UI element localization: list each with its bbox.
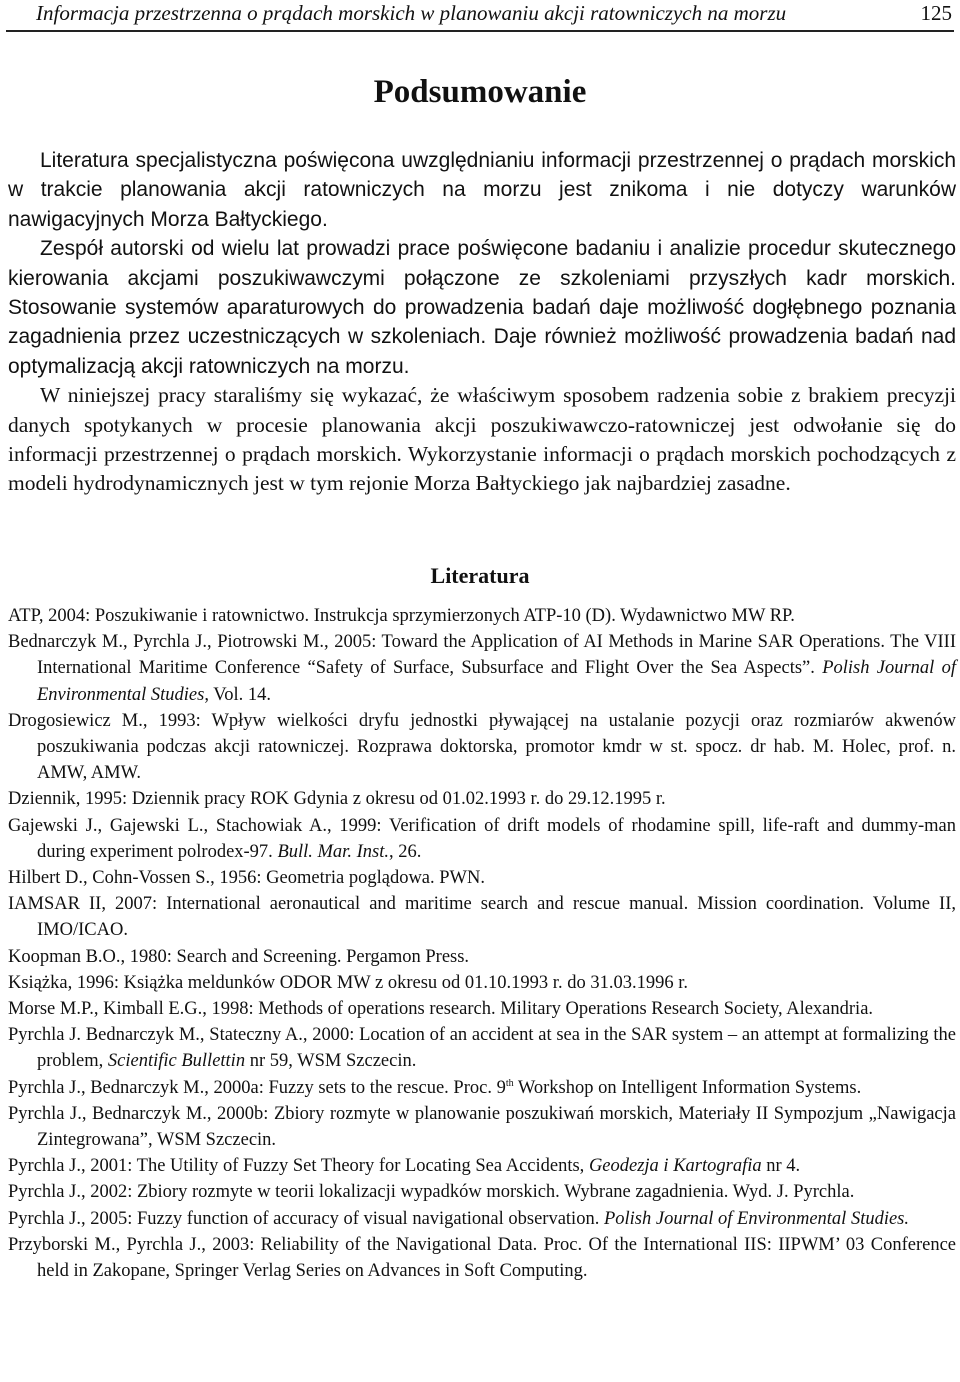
reference-journal-title: Polish Journal of Environmental Studies. xyxy=(603,1208,910,1229)
reference-text-tail: , 26. xyxy=(388,841,422,862)
header-title: Informacja przestrzenna o prądach morskich w planowaniu akcji ratowniczych na morzu xyxy=(36,1,787,25)
reference-text: Pyrchla J., 2005: Fuzzy function of accuracy of visual navigational observation. xyxy=(8,1208,604,1229)
reference-text: Bednarczyk M., Pyrchla J., Piotrowski M., 2005: Toward the Application of AI Methods in Marine SAR Operations. The VIII International Maritime Conference “Safety of Surface, Subsurface and Flight Over the Sea Aspects”. xyxy=(8,632,956,679)
reference-text: Książka, 1996: Książka meldunków ODOR MW z okresu od 01.10.1993 r. do 31.03.1996 r. xyxy=(8,972,688,993)
reference-text: Pyrchla J., Bednarczyk M., 2000a: Fuzzy sets to the rescue. Proc. 9 xyxy=(8,1077,506,1098)
reference-superscript: th xyxy=(505,1077,514,1089)
reference-text-tail: nr 59, WSM Szczecin. xyxy=(245,1051,417,1072)
reference-text: Hilbert D., Cohn-Vossen S., 1956: Geometria poglądowa. PWN. xyxy=(8,868,486,889)
reference-list xyxy=(8,603,956,1284)
reference-item xyxy=(8,786,956,812)
reference-text: Gajewski J., Gajewski L., Stachowiak A., 1999: Verification of drift models of rhodamine spill, life-raft and dummy-man during experiment polrodex-97. xyxy=(8,815,956,862)
reference-journal-title: Scientific Bullettin xyxy=(107,1051,246,1072)
reference-text: ATP, 2004: Poszukiwanie i ratownictwo. Instrukcja sprzymierzonych ATP-10 (D). Wydawnictwo MW RP. xyxy=(8,606,795,626)
page-number: 125 xyxy=(920,1,952,25)
reference-text: Pyrchla J., 2002: Zbiory rozmyte w teorii lokalizacji wypadków morskich. Wybrane zagadnienia. Wyd. J. Pyrchla. xyxy=(8,1182,855,1203)
reference-text: Pyrchla J. Bednarczyk M., Stateczny A., 2000: Location of an accident at sea in the SAR system – an attempt at formalizing the problem, xyxy=(8,1025,956,1072)
section-heading-summary: Podsumowanie xyxy=(373,74,587,110)
reference-item xyxy=(8,629,956,708)
reference-item xyxy=(8,813,956,865)
reference-item xyxy=(8,1101,956,1153)
reference-text: Dziennik, 1995: Dziennik pracy ROK Gdynia z okresu od 01.02.1993 r. do 29.12.1995 r. xyxy=(8,789,666,810)
reference-journal-title: Polish Journal of Environmental Studies xyxy=(37,658,956,705)
reference-item xyxy=(8,1153,956,1179)
summary-paragraph: Zespół autorski od wielu lat prowadzi prace poświęcone badaniu i analizie procedur skutecznego kierowania akcjami poszukiwawczymi połączone ze szkoleniami przyszłych kadr morskich. Stosowanie systemów aparaturowych do prowadzenia badań daje możliwość dogłębnego poznania zagadnienia przez uczestniczących w szkoleniach. Daje również możliwość prowadzenia badań nad optymalizacją akcji ratowniczych na morzu. xyxy=(8,237,956,378)
reference-text: Koopman B.O., 1980: Search and Screening. Pergamon Press. xyxy=(8,946,470,967)
reference-journal-title: Bull. Mar. Inst. xyxy=(277,841,389,862)
summary-paragraph: W niniejszej pracy staraliśmy się wykazać, że właściwym sposobem radzenia sobie z brakiem precyzji danych spotykanych w procesie planowania akcji poszukiwawczo-ratowniczej jest odwołanie się do informacji przestrzennej o prądach morskich. Wykorzystanie informacji o prądach morskich pochodzących z modeli hydrodynamicznych jest w tym rejonie Morza Bałtyckiego jak najbardziej zasadne. xyxy=(8,383,956,496)
reference-item xyxy=(8,708,956,787)
reference-text: Pyrchla J., 2001: The Utility of Fuzzy Set Theory for Locating Sea Accidents, xyxy=(8,1156,589,1177)
reference-text: Morse M.P., Kimball E.G., 1998: Methods of operations research. Military Operations Research Society, Alexandria. xyxy=(8,999,874,1020)
reference-journal-title: Geodezja i Kartografia xyxy=(588,1156,762,1177)
reference-item xyxy=(8,603,956,629)
running-header xyxy=(6,0,954,32)
summary-body xyxy=(8,146,956,499)
summary-paragraph: Literatura specjalistyczna poświęcona uwzględnianiu informacji przestrzennej o prądach morskich w trakcie planowania akcji ratowniczych na morzu jest znikoma i nie dotyczy warunków nawigacyjnych Morza Bałtyckiego. xyxy=(8,149,956,231)
reference-text: IAMSAR II, 2007: International aeronautical and maritime search and rescue manual. Mission coordination. Volume II, IMO/ICAO. xyxy=(8,894,956,941)
reference-item xyxy=(8,1075,956,1101)
reference-item xyxy=(8,1206,956,1232)
reference-item xyxy=(8,944,956,970)
reference-item xyxy=(8,1179,956,1205)
reference-text: Przyborski M., Pyrchla J., 2003: Reliability of the Navigational Data. Proc. Of the International IIS: IIPWM’ 03 Conference held in Zakopane, Springer Verlag Series on Advances in Soft Computing. xyxy=(8,1234,956,1282)
reference-text: Drogosiewicz M., 1993: Wpływ wielkości dryfu jednostki pływającej na ustalanie pozycji oraz rozmiarów akwenów poszukiwania podczas akcji ratowniczej. Rozprawa doktorska, promotor kmdr w st. spocz. dr hab. M. Holec, prof. n. AMW, AMW. xyxy=(8,710,956,784)
reference-item xyxy=(8,865,956,891)
reference-item xyxy=(8,891,956,943)
reference-text-tail: Workshop on Intelligent Information Systems. xyxy=(513,1077,862,1098)
reference-item xyxy=(8,1022,956,1074)
reference-item xyxy=(8,970,956,996)
reference-text-tail: , Vol. 14. xyxy=(204,684,271,705)
reference-item xyxy=(8,996,956,1022)
section-heading-references: Literatura xyxy=(430,563,530,588)
reference-item xyxy=(8,1232,956,1284)
reference-text: Pyrchla J., Bednarczyk M., 2000b: Zbiory rozmyte w planowanie poszukiwań morskich, Materiały II Sympozjum „Nawigacja Zintegrowana”, WSM Szczecin. xyxy=(8,1103,956,1151)
reference-text-tail: nr 4. xyxy=(761,1156,801,1177)
